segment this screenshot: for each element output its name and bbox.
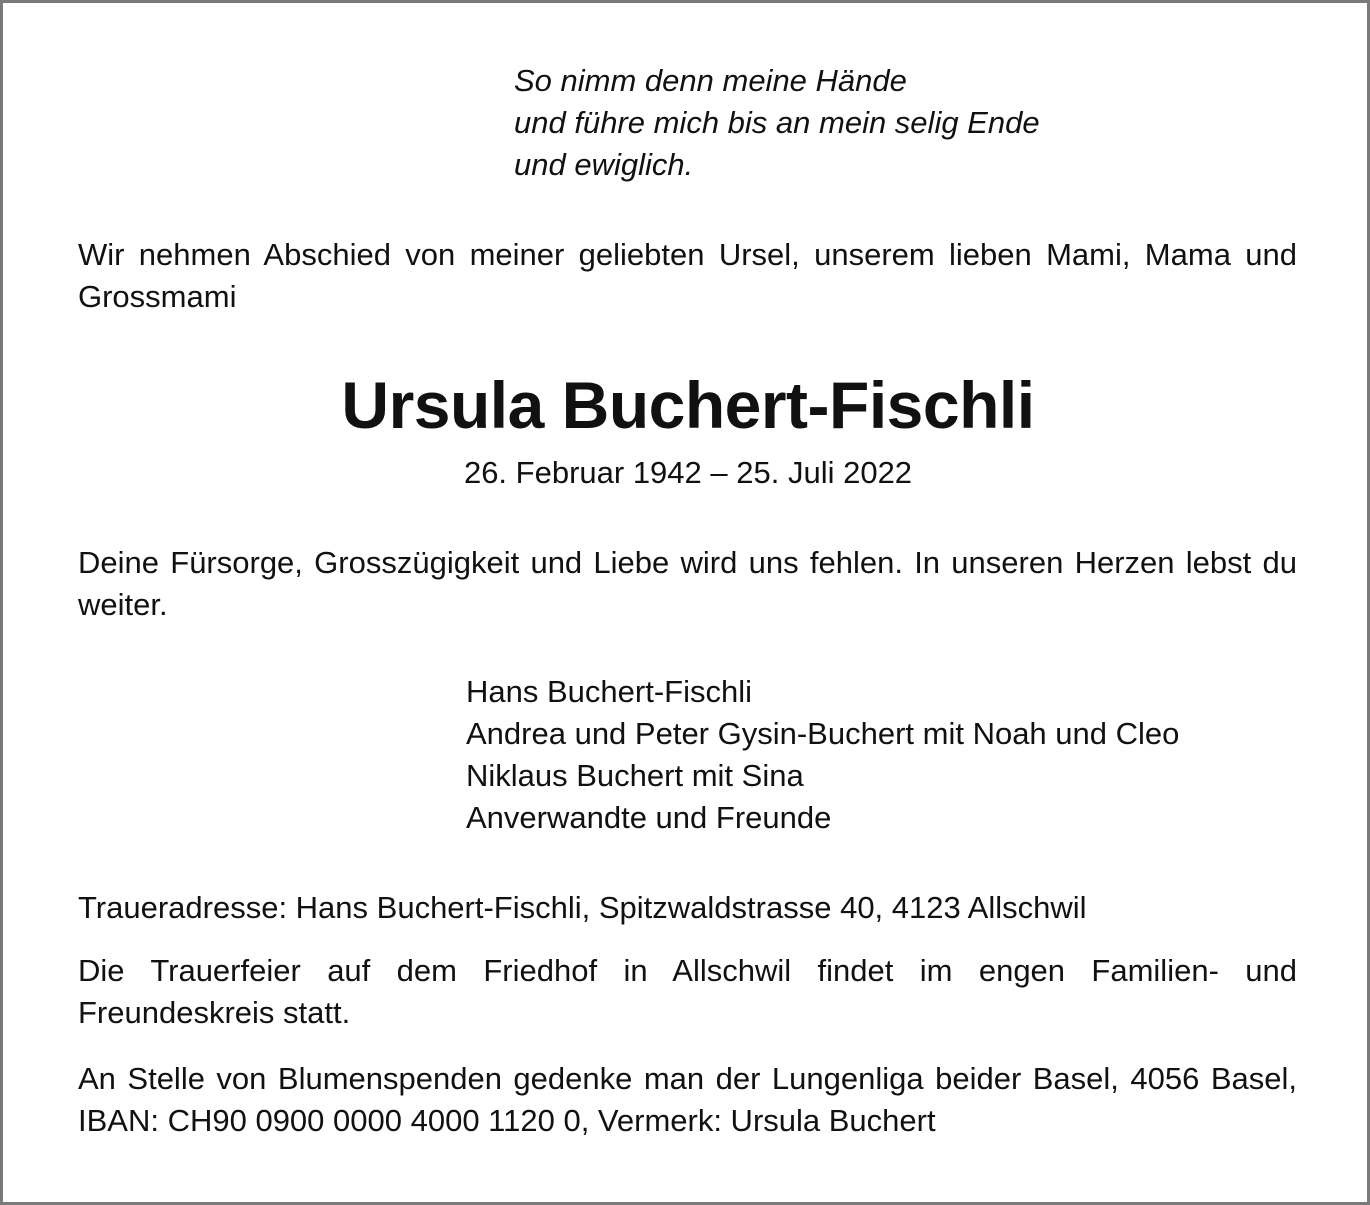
life-dates: 26. Februar 1942 – 25. Juli 2022 bbox=[463, 455, 913, 490]
motto-line: So nimm denn meine Hände bbox=[514, 63, 907, 98]
motto-verse bbox=[514, 60, 1040, 186]
mourner-item: Andrea und Peter Gysin-Buchert mit Noah und Cleo bbox=[466, 716, 1180, 751]
intro-paragraph: Wir nehmen Abschied von meiner geliebten Ursel, unserem lieben Mami, Mama und Grossmami bbox=[78, 237, 1297, 314]
mourner-item: Niklaus Buchert mit Sina bbox=[466, 758, 804, 793]
mourner-item: Hans Buchert-Fischli bbox=[466, 674, 752, 709]
farewell-paragraph: Deine Fürsorge, Grosszügigkeit und Liebe wird uns fehlen. In unseren Herzen lebst du weiter. bbox=[78, 545, 1297, 622]
motto-line: und ewiglich. bbox=[514, 147, 694, 182]
ceremony-notice: Die Trauerfeier auf dem Friedhof in Allschwil findet im engen Familien- und Freundeskreis statt. bbox=[78, 953, 1297, 1030]
mourners-list bbox=[466, 671, 1179, 839]
mourning-address: Traueradresse: Hans Buchert-Fischli, Spitzwaldstrasse 40, 4123 Allschwil bbox=[78, 890, 1087, 925]
donation-notice: An Stelle von Blumenspenden gedenke man der Lungenliga beider Basel, 4056 Basel, IBAN: CH90 0900 0000 4000 1120 0, Vermerk: Ursula Buchert bbox=[78, 1061, 1297, 1138]
mourner-item: Anverwandte und Freunde bbox=[466, 800, 832, 835]
deceased-name: Ursula Buchert-Fischli bbox=[341, 368, 1035, 442]
motto-line: und führe mich bis an mein selig Ende bbox=[514, 105, 1040, 140]
